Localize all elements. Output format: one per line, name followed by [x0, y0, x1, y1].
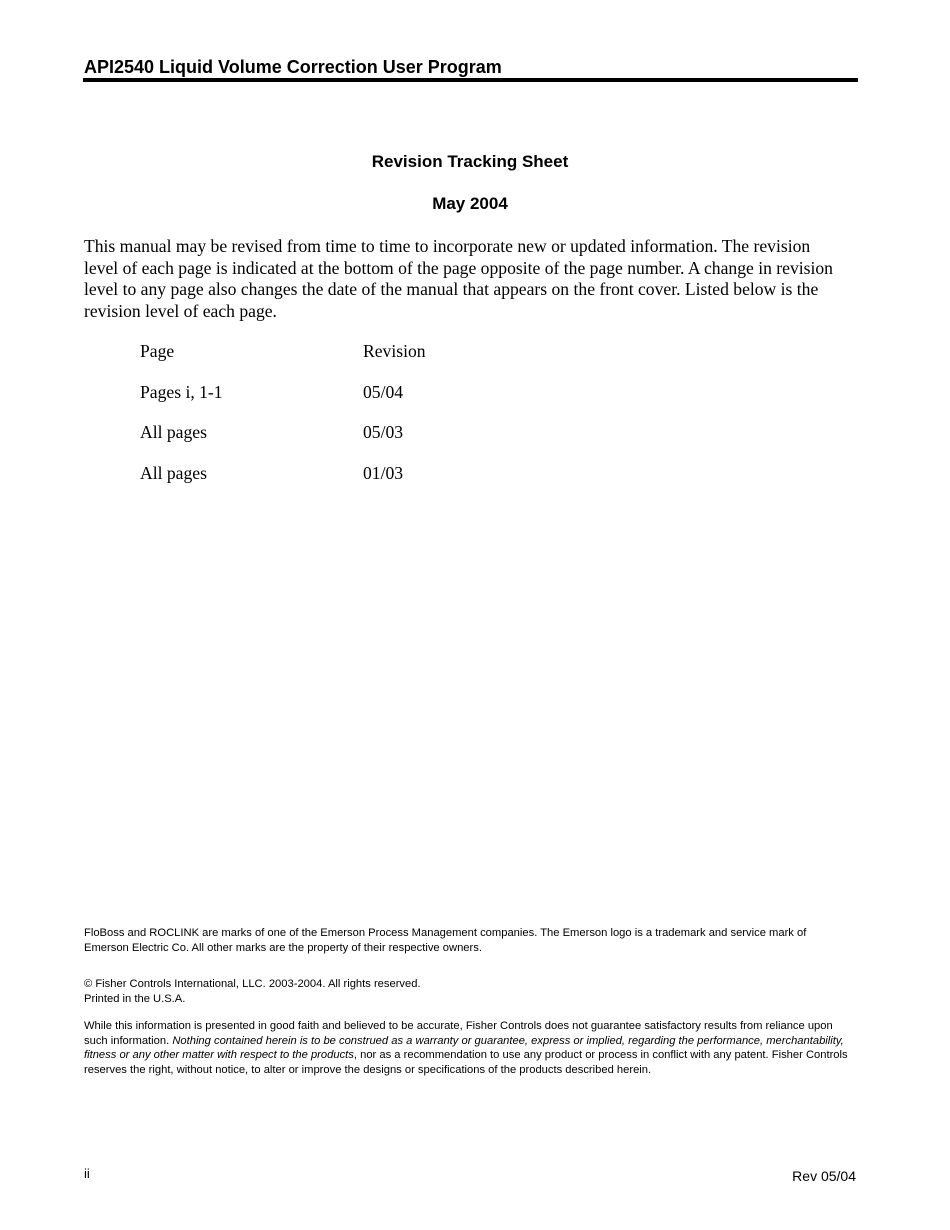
row-page: Pages i, 1-1	[140, 381, 223, 402]
row-revision: 05/04	[363, 381, 404, 402]
page-title: Revision Tracking Sheet	[371, 152, 569, 171]
table-row	[140, 462, 483, 503]
row-revision: 05/03	[363, 422, 404, 442]
row-page: All pages	[140, 462, 207, 483]
disclaimer-text-end: , nor as a recommendation to use any product or process in conflict with any patent. Fisher Controls reserves the right, without notice, to alter or improve the designs or specifications of the products described herein.	[84, 1049, 848, 1076]
page-number: ii	[84, 1166, 90, 1181]
row-page: All pages	[140, 422, 207, 442]
revision-table-header	[140, 340, 483, 381]
sheet-date: May 2004	[432, 194, 508, 213]
header-rule	[83, 78, 858, 82]
column-header-page: Page	[140, 341, 175, 361]
disclaimer-notice	[84, 1019, 854, 1077]
disclaimer-text: While this information is presented in good faith and believed to be accurate, Fisher Controls does not guarantee satisfactory results from reliance upon such information.	[84, 1020, 833, 1047]
copyright-notice	[84, 977, 854, 1006]
intro-paragraph: This manual may be revised from time to time to incorporate new or updated information. The revision level of each page is indicated at the bottom of the page opposite of the page number. A change in revision level to any page also changes the date of the manual that appears on the front cover. Listed below is the revision level of each page.	[84, 236, 833, 321]
row-revision: 01/03	[363, 462, 404, 483]
table-row	[140, 421, 483, 462]
table-row	[140, 381, 483, 422]
disclaimer-italic-text: Nothing contained herein is to be construed as a warranty or guarantee, express or implied, regarding the performance, merchantability, fitness or any other matter with respect to the products	[84, 1034, 844, 1062]
footer-revision: Rev 05/04	[792, 1168, 856, 1184]
revision-table	[140, 340, 483, 502]
column-header-revision: Revision	[363, 341, 426, 361]
document-header-title: API2540 Liquid Volume Correction User Program	[84, 57, 502, 77]
trademarks-notice: FloBoss and ROCLINK are marks of one of the Emerson Process Management companies. The Emerson logo is a trademark and service mark of Emerson Electric Co. All other marks are the property of their respective owners.	[84, 927, 807, 954]
copyright-line: © Fisher Controls International, LLC. 2003-2004. All rights reserved.	[84, 978, 421, 990]
printed-in-line: Printed in the U.S.A.	[84, 992, 186, 1005]
